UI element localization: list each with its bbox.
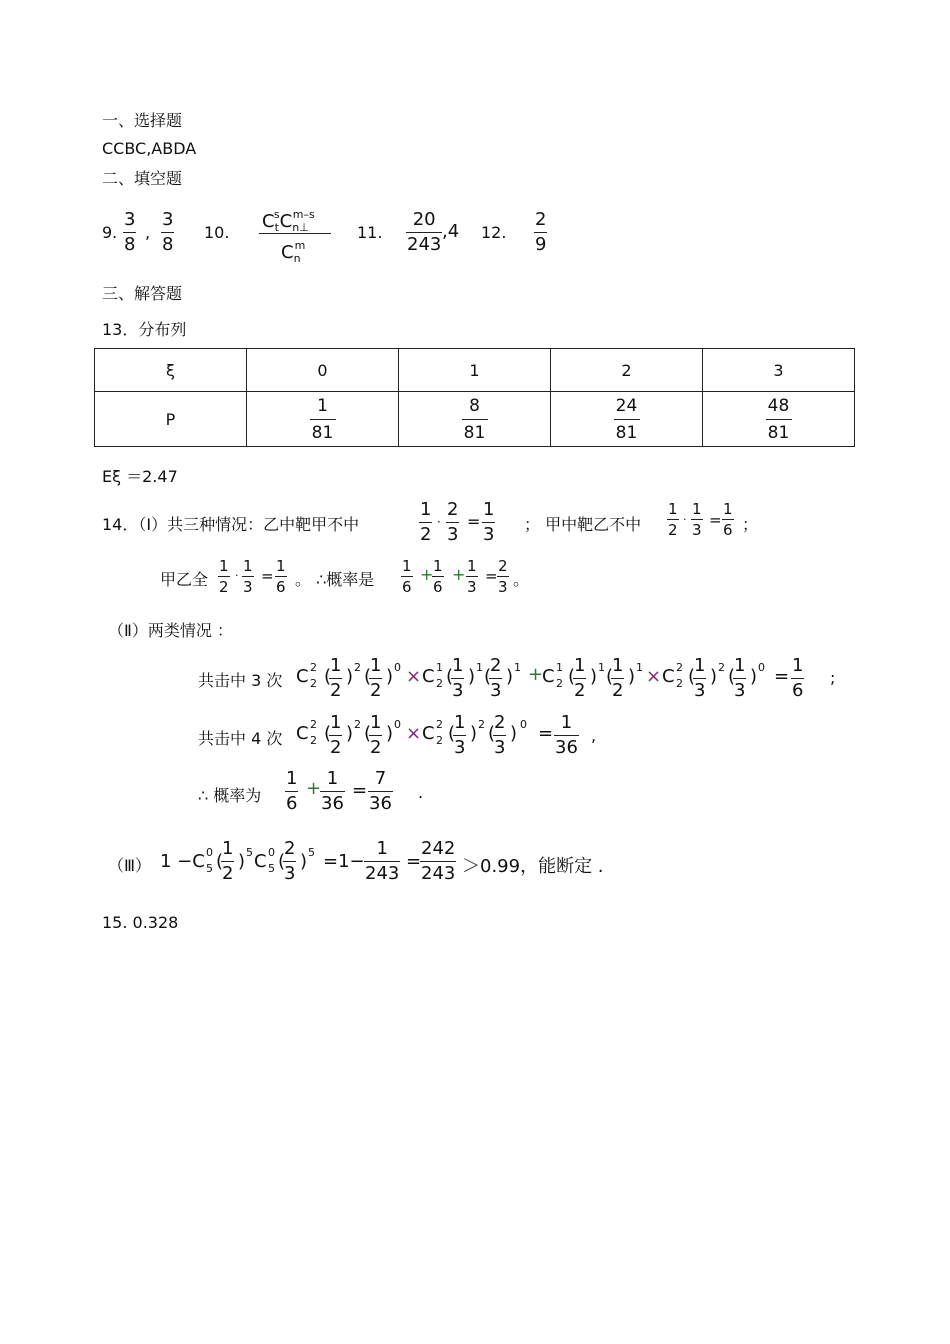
- q14-part2-title: （Ⅱ）两类情况 ：: [108, 621, 233, 640]
- table-cell: 3: [703, 349, 855, 392]
- q14-part1-mid: ； 甲中靶乙不中: [524, 515, 642, 534]
- math-fraction: 1 6: [286, 768, 298, 814]
- denominator: 81: [311, 422, 334, 443]
- math-fraction: 1 6: [723, 500, 733, 539]
- superscript: s: [273, 208, 280, 221]
- plus-sign: +: [452, 565, 466, 584]
- equals-sign: =: [467, 512, 481, 531]
- section1-answers: CCBC,ABDA: [102, 139, 197, 158]
- dot-operator: ·: [437, 515, 441, 529]
- q9-label: 9.: [102, 223, 118, 242]
- q14-part1-intro: 14．（Ⅰ）共三种情况：乙中靶甲不中: [102, 515, 360, 534]
- table-cell: 0: [247, 349, 399, 392]
- numerator: 8: [469, 395, 480, 416]
- table-row: [95, 392, 855, 447]
- section2-heading: 二、填空题: [102, 169, 183, 188]
- math-fraction: 1 2: [420, 499, 432, 545]
- table-cell: [551, 392, 703, 447]
- q15-answer: 15. 0.328: [102, 913, 179, 932]
- probability-fraction: [462, 395, 488, 444]
- q14-part2-line2: 共击中 4 次: [198, 729, 283, 748]
- math-fraction: 1 6: [433, 557, 443, 596]
- math-fraction: 1 6: [402, 557, 412, 596]
- math-fraction: 1 3: [483, 499, 495, 545]
- subscript: n: [293, 252, 301, 265]
- numerator: 48: [767, 395, 790, 416]
- math-fraction: 2 3: [498, 557, 508, 596]
- q13-title: 13．分布列: [102, 320, 187, 339]
- subscript: n⊥: [292, 221, 309, 234]
- comma: ,: [591, 726, 597, 745]
- plus-sign: +: [306, 778, 322, 799]
- numerator: 1: [317, 395, 328, 416]
- math-fraction: 1 3: [467, 557, 477, 596]
- subscript: t: [274, 221, 279, 234]
- table-cell: ξ: [95, 349, 247, 392]
- q14-part1-end: ；: [742, 515, 759, 534]
- equals-sign: =: [485, 567, 498, 585]
- table-cell: P: [95, 392, 247, 447]
- math-fraction: 1 36: [321, 768, 344, 814]
- equals-sign: =: [709, 511, 722, 529]
- denominator: 8: [162, 234, 174, 255]
- math-fraction: 1 3: [692, 500, 702, 539]
- numerator: 2: [535, 209, 547, 230]
- math-fraction: 1 2: [668, 500, 678, 539]
- probability-fraction: [310, 395, 336, 444]
- q14-part3-tail: ＞0.99，能断定 .: [462, 856, 604, 877]
- semicolon: ;: [830, 668, 836, 687]
- c-symbol: C: [281, 242, 294, 263]
- section1-heading: 一、选择题: [102, 111, 183, 130]
- probability-fraction: [614, 395, 640, 444]
- formula-three-hits: C 2 2 ( 1 2 ) 2 ( 1 2 ) 0 × C 2 1 ( 1 3 ) 1 ( 2 3 ) 1 + C 2 1 ( 1 2 ) 1 ( 1 2 ) 1 × C 2 2 ( 1 3 ) 2 ( 1 3 ) 0 = 1 6: [296, 655, 804, 701]
- table-cell: [247, 392, 399, 447]
- table-cell: 1: [399, 349, 551, 392]
- distribution-table: [94, 348, 855, 447]
- q9-fraction-1: [123, 209, 136, 256]
- q9-fraction-2: [161, 209, 174, 256]
- table-cell: 2: [551, 349, 703, 392]
- denominator: 243: [407, 234, 442, 255]
- q14-part1-line2-c: 。: [513, 570, 530, 589]
- table-cell: [399, 392, 551, 447]
- probability-fraction: [766, 395, 792, 444]
- q10-combination-fraction: [259, 205, 333, 265]
- math-fraction: 7 36: [369, 768, 392, 814]
- c-symbol: C: [279, 211, 293, 232]
- dot-operator: ·: [235, 569, 239, 582]
- section3-heading: 三、解答题: [102, 284, 183, 303]
- denominator: 81: [463, 422, 486, 443]
- denominator: 81: [767, 422, 790, 443]
- q11-tail: ,4: [442, 221, 460, 242]
- formula-part3: 1 −C 5 0 ( 1 2 ) 5 C 5 0 ( 2 3 ) 5 =1− 1 243 = 242 243: [160, 838, 456, 884]
- q14-part1-line2-b: 。 ∴概率是: [295, 570, 375, 589]
- math-fraction: 1 2: [219, 557, 229, 596]
- superscript: m: [294, 239, 306, 252]
- numerator: 3: [162, 209, 174, 230]
- q14-part2-line1: 共击中 3 次: [198, 671, 283, 690]
- denominator: 81: [615, 422, 638, 443]
- numerator: 24: [615, 395, 638, 416]
- q12-fraction: [534, 209, 547, 256]
- formula-four-hits: C 2 2 ( 1 2 ) 2 ( 1 2 ) 0 × C 2 2 ( 1 3 ) 2 ( 2 3 ) 0 = 1 36: [296, 712, 578, 758]
- c-symbol: C: [262, 211, 275, 232]
- dot-operator: ·: [683, 513, 687, 526]
- math-fraction: 1 6: [276, 557, 286, 596]
- period: .: [418, 783, 424, 802]
- table-cell: [703, 392, 855, 447]
- q11-label: 11.: [357, 223, 383, 242]
- plus-sign: +: [420, 565, 434, 584]
- superscript: m–s: [292, 208, 315, 221]
- q12-label: 12.: [481, 223, 507, 242]
- numerator: 20: [412, 209, 436, 230]
- math-fraction: 2 3: [447, 499, 459, 545]
- q14-part3-prefix: （Ⅲ）: [108, 856, 152, 875]
- q11-fraction: [406, 209, 442, 256]
- numerator: 3: [124, 209, 136, 230]
- math-fraction: 1 3: [243, 557, 253, 596]
- denominator: 9: [535, 234, 547, 255]
- expectation: Eξ ＝2.47: [102, 467, 178, 486]
- equals-sign: =: [352, 780, 368, 801]
- equals-sign: =: [261, 567, 274, 585]
- denominator: 8: [124, 234, 136, 255]
- table-header-row: [95, 349, 855, 392]
- q10-label: 10.: [204, 223, 230, 242]
- q14-part1-line2-a: 甲乙全: [160, 570, 209, 589]
- q14-part2-line3: ∴ 概率为: [198, 786, 262, 805]
- q9-separator: ,: [145, 223, 151, 242]
